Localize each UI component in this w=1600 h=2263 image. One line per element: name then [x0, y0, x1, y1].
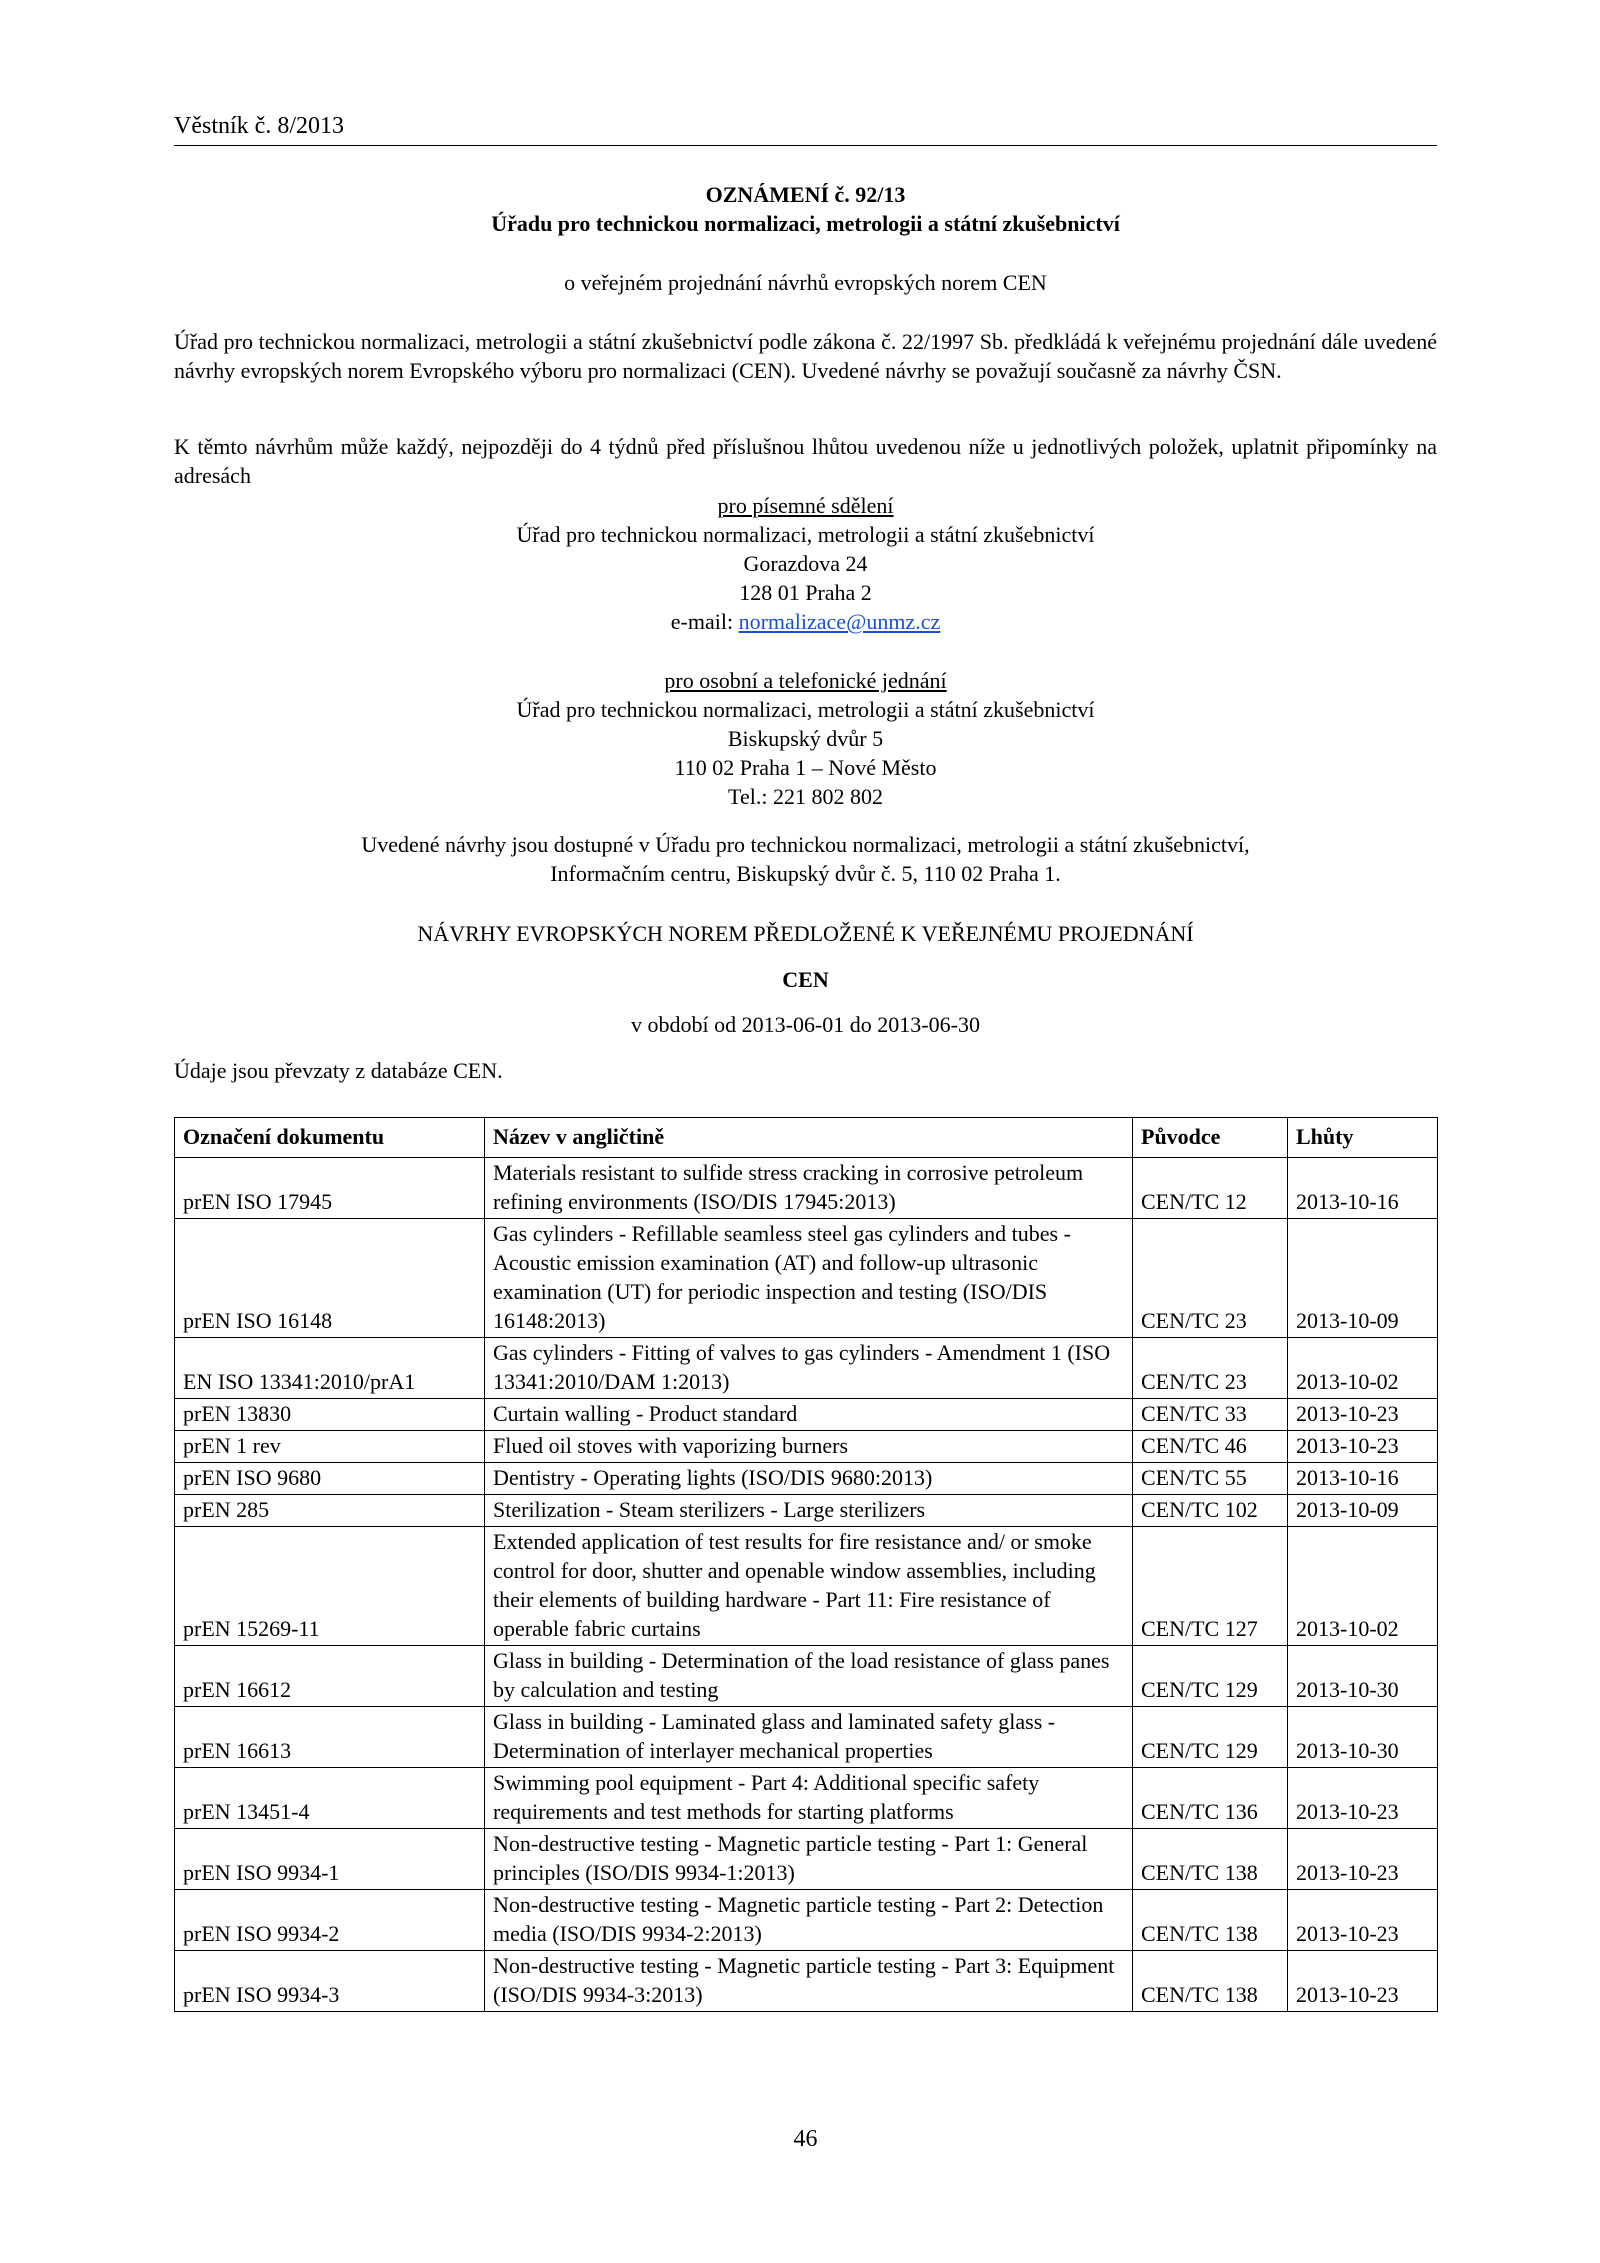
notice-issuer: Úřadu pro technickou normalizaci, metrologii a státní zkušebnictví [491, 211, 1120, 236]
document-id: prEN ISO 17945 [175, 1158, 485, 1219]
section-org: CEN [782, 967, 829, 992]
deadline: 2013-10-23 [1288, 1829, 1438, 1890]
header-document: Označení dokumentu [175, 1118, 485, 1158]
header-originator: Původce [1133, 1118, 1288, 1158]
deadline: 2013-10-23 [1288, 1768, 1438, 1829]
intro-paragraph: Úřad pro technickou normalizaci, metrologii a státní zkušebnictví podle zákona č. 22/1997 Sb. předkládá k veřejnému projednání dále uvedené návrhy evropských norem Evropského výboru pro normalizaci (CEN). Uvedené návrhy se považují současně za návrhy ČSN. [174, 329, 1437, 383]
table-row [175, 1829, 1438, 1890]
english-title: Non-destructive testing - Magnetic particle testing - Part 2: Detection media (ISO/DIS 9934-2:2013) [485, 1890, 1133, 1951]
header-deadline: Lhůty [1288, 1118, 1438, 1158]
document-id: prEN 13830 [175, 1399, 485, 1431]
document-id: prEN ISO 9934-3 [175, 1951, 485, 2012]
table-row [175, 1646, 1438, 1707]
document-id: prEN ISO 9934-1 [175, 1829, 485, 1890]
english-title: Materials resistant to sulfide stress cracking in corrosive petroleum refining environments (ISO/DIS 17945:2013) [485, 1158, 1133, 1219]
originator: CEN/TC 33 [1133, 1399, 1288, 1431]
originator: CEN/TC 46 [1133, 1431, 1288, 1463]
deadline: 2013-10-23 [1288, 1890, 1438, 1951]
table-row [175, 1951, 1438, 2012]
email-link[interactable]: normalizace@unmz.cz [738, 609, 941, 634]
availability-line-1: Uvedené návrhy jsou dostupné v Úřadu pro technickou normalizaci, metrologii a státní zkušebnictví, [361, 832, 1250, 857]
table-row [175, 1463, 1438, 1495]
written-contact-block [174, 491, 1437, 636]
source-note: Údaje jsou převzaty z databáze CEN. [174, 1058, 503, 1083]
table-header-row [175, 1118, 1438, 1158]
deadline: 2013-10-16 [1288, 1158, 1438, 1219]
table-row [175, 1158, 1438, 1219]
english-title: Gas cylinders - Refillable seamless steel gas cylinders and tubes - Acoustic emission examination (AT) and follow-up ultrasonic examination (UT) for periodic inspection and testing (ISO/DIS 16148:2013) [485, 1219, 1133, 1338]
table-row [175, 1707, 1438, 1768]
availability-block [174, 830, 1437, 888]
document-id: prEN ISO 16148 [175, 1219, 485, 1338]
originator: CEN/TC 23 [1133, 1219, 1288, 1338]
table-row [175, 1219, 1438, 1338]
english-title: Gas cylinders - Fitting of valves to gas cylinders - Amendment 1 (ISO 13341:2010/DAM 1:2013) [485, 1338, 1133, 1399]
document-id: EN ISO 13341:2010/prA1 [175, 1338, 485, 1399]
english-title: Dentistry - Operating lights (ISO/DIS 9680:2013) [485, 1463, 1133, 1495]
written-contact-heading: pro písemné sdělení [717, 493, 894, 518]
page-number: 46 [793, 2126, 818, 2152]
deadline: 2013-10-30 [1288, 1646, 1438, 1707]
table-row [175, 1399, 1438, 1431]
originator: CEN/TC 127 [1133, 1527, 1288, 1646]
english-title: Glass in building - Laminated glass and laminated safety glass - Determination of interlayer mechanical properties [485, 1707, 1133, 1768]
originator: CEN/TC 23 [1133, 1338, 1288, 1399]
notice-subject: o veřejném projednání návrhů evropských norem CEN [564, 270, 1047, 295]
table-row [175, 1431, 1438, 1463]
deadline: 2013-10-02 [1288, 1338, 1438, 1399]
table-row [175, 1768, 1438, 1829]
personal-contact-office: Úřad pro technickou normalizaci, metrologii a státní zkušebnictví [516, 697, 1095, 722]
personal-contact-phone: Tel.: 221 802 802 [728, 784, 883, 809]
deadline: 2013-10-23 [1288, 1431, 1438, 1463]
notice-title: OZNÁMENÍ č. 92/13 [705, 182, 906, 207]
personal-contact-city: 110 02 Praha 1 – Nové Město [674, 755, 937, 780]
document-id: prEN 16612 [175, 1646, 485, 1707]
table-row [175, 1890, 1438, 1951]
document-id: prEN 15269-11 [175, 1527, 485, 1646]
header-title: Název v angličtině [485, 1118, 1133, 1158]
section-title: NÁVRHY EVROPSKÝCH NOREM PŘEDLOŽENÉ K VEŘEJNÉMU PROJEDNÁNÍ [417, 921, 1194, 946]
written-contact-office: Úřad pro technickou normalizaci, metrologii a státní zkušebnictví [516, 522, 1095, 547]
deadline: 2013-10-09 [1288, 1219, 1438, 1338]
english-title: Swimming pool equipment - Part 4: Additional specific safety requirements and test methods for starting platforms [485, 1768, 1133, 1829]
availability-line-2: Informačním centru, Biskupský dvůr č. 5, 110 02 Praha 1. [550, 861, 1061, 886]
table-row [175, 1495, 1438, 1527]
table-row [175, 1338, 1438, 1399]
running-head: Věstník č. 8/2013 [174, 113, 344, 139]
english-title: Curtain walling - Product standard [485, 1399, 1133, 1431]
deadline: 2013-10-30 [1288, 1707, 1438, 1768]
written-contact-email-line [174, 607, 1437, 636]
deadline: 2013-10-02 [1288, 1527, 1438, 1646]
english-title: Sterilization - Steam sterilizers - Large sterilizers [485, 1495, 1133, 1527]
english-title: Flued oil stoves with vaporizing burners [485, 1431, 1133, 1463]
norms-table [174, 1117, 1438, 2012]
personal-contact-block [174, 666, 1437, 811]
originator: CEN/TC 129 [1133, 1707, 1288, 1768]
originator: CEN/TC 138 [1133, 1951, 1288, 2012]
document-id: prEN 1 rev [175, 1431, 485, 1463]
header-rule [174, 145, 1437, 146]
originator: CEN/TC 138 [1133, 1890, 1288, 1951]
english-title: Glass in building - Determination of the load resistance of glass panes by calculation and testing [485, 1646, 1133, 1707]
originator: CEN/TC 12 [1133, 1158, 1288, 1219]
written-contact-city: 128 01 Praha 2 [739, 580, 872, 605]
table-row [175, 1527, 1438, 1646]
originator: CEN/TC 55 [1133, 1463, 1288, 1495]
deadline: 2013-10-23 [1288, 1399, 1438, 1431]
email-label: e-mail: [670, 609, 739, 634]
deadline: 2013-10-16 [1288, 1463, 1438, 1495]
originator: CEN/TC 136 [1133, 1768, 1288, 1829]
document-id: prEN 285 [175, 1495, 485, 1527]
document-id: prEN 16613 [175, 1707, 485, 1768]
originator: CEN/TC 102 [1133, 1495, 1288, 1527]
deadline: 2013-10-09 [1288, 1495, 1438, 1527]
written-contact-street: Gorazdova 24 [743, 551, 868, 576]
document-id: prEN ISO 9934-2 [175, 1890, 485, 1951]
english-title: Non-destructive testing - Magnetic particle testing - Part 1: General principles (ISO/DIS 9934-1:2013) [485, 1829, 1133, 1890]
comment-paragraph: K těmto návrhům může každý, nejpozději do 4 týdnů před příslušnou lhůtou uvedenou níže u jednotlivých položek, uplatnit připomínky na adresách [174, 434, 1437, 488]
document-id: prEN 13451-4 [175, 1768, 485, 1829]
period-line: v období od 2013-06-01 do 2013-06-30 [631, 1012, 980, 1037]
personal-contact-street: Biskupský dvůr 5 [727, 726, 884, 751]
originator: CEN/TC 138 [1133, 1829, 1288, 1890]
personal-contact-heading: pro osobní a telefonické jednání [664, 668, 947, 693]
english-title: Non-destructive testing - Magnetic particle testing - Part 3: Equipment (ISO/DIS 9934-3:2013) [485, 1951, 1133, 2012]
english-title: Extended application of test results for fire resistance and/ or smoke control for door, shutter and openable window assemblies, including their elements of building hardware - Part 11: Fire resistance of operable fabric curtains [485, 1527, 1133, 1646]
deadline: 2013-10-23 [1288, 1951, 1438, 2012]
originator: CEN/TC 129 [1133, 1646, 1288, 1707]
document-id: prEN ISO 9680 [175, 1463, 485, 1495]
